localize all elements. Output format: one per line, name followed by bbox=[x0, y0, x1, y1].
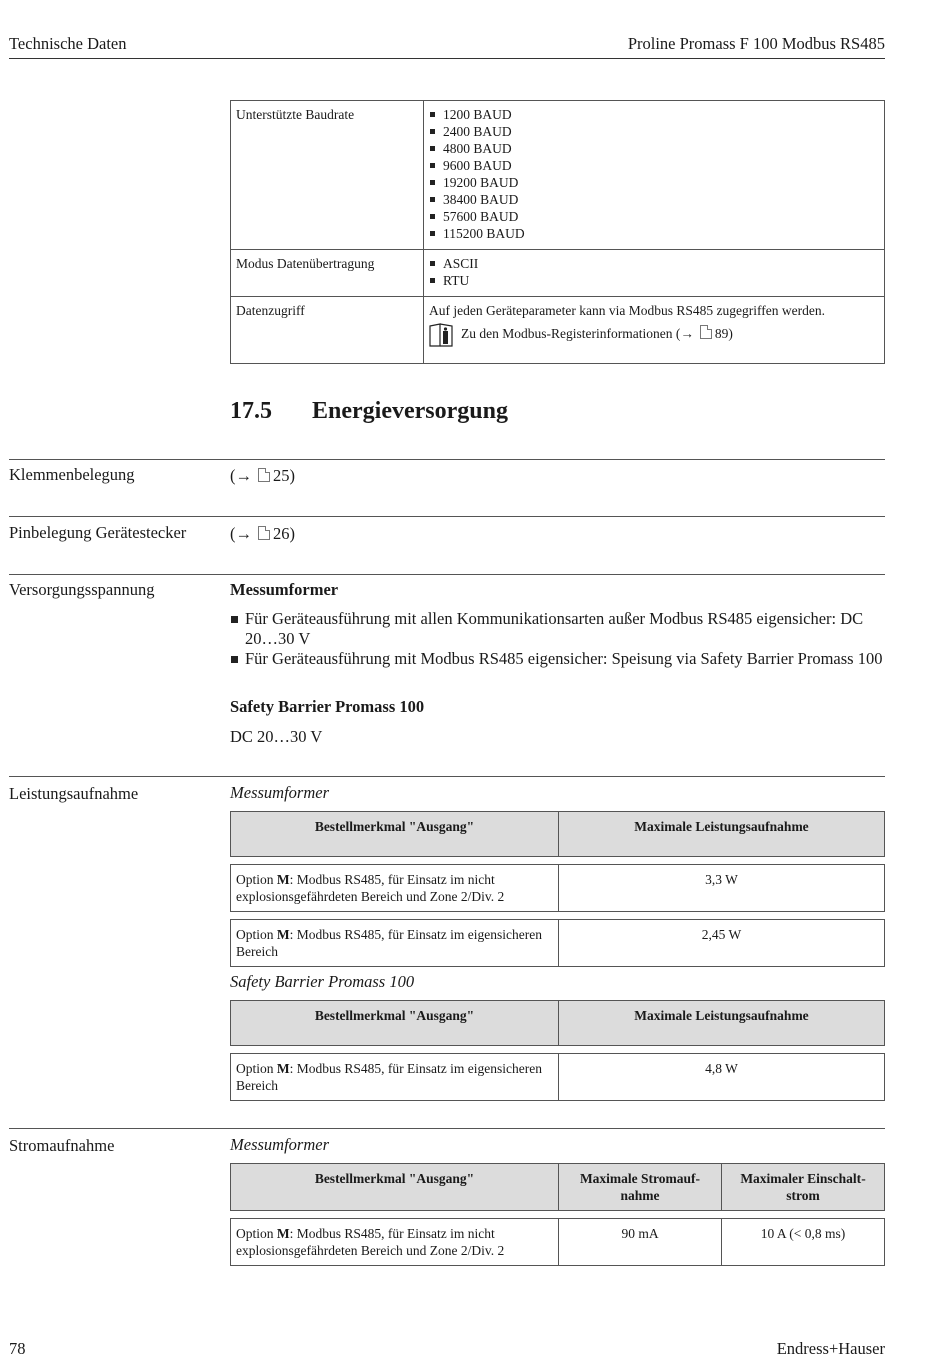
versorgung-list bbox=[230, 609, 885, 669]
pin-ref[interactable] bbox=[230, 524, 295, 544]
ref-page: 25) bbox=[273, 466, 295, 485]
register-note bbox=[429, 322, 879, 348]
pin-label: Pinbelegung Gerätestecker bbox=[9, 523, 187, 542]
table-header-row bbox=[231, 1164, 885, 1211]
option-cell bbox=[231, 1219, 559, 1266]
option-code: M bbox=[276, 1226, 290, 1241]
versorgung-label: Versorgungsspannung bbox=[9, 580, 155, 599]
register-note-page: 89) bbox=[714, 326, 733, 342]
option-prefix: Option bbox=[236, 1061, 277, 1076]
running-header-left: Technische Daten bbox=[9, 34, 127, 53]
column-header: Bestellmerkmal "Ausgang" bbox=[231, 812, 559, 857]
table-row bbox=[231, 1219, 885, 1266]
section-heading bbox=[230, 398, 508, 425]
column-header: Maximale Stromaufnahme bbox=[559, 1164, 722, 1211]
row-value bbox=[424, 101, 885, 250]
register-note-text: Zu den Modbus-Registerinformationen (→ bbox=[461, 326, 694, 342]
option-prefix: Option bbox=[236, 872, 277, 887]
list-item: 38400 BAUD bbox=[429, 191, 879, 208]
klemmen-ref[interactable] bbox=[230, 466, 295, 486]
list-item: 9600 BAUD bbox=[429, 157, 879, 174]
divider bbox=[9, 516, 885, 517]
communication-table bbox=[230, 100, 885, 364]
footer-brand: Endress+Hauser bbox=[776, 1339, 885, 1358]
value-cell: 10 A (< 0,8 ms) bbox=[722, 1219, 885, 1266]
table-header-row bbox=[231, 1001, 885, 1046]
list-item: Für Geräteausführung mit Modbus RS485 eigensicher: Speisung via Safety Barrier Promass 100 bbox=[230, 649, 885, 669]
safety-barrier-heading: Safety Barrier Promass 100 bbox=[230, 697, 425, 716]
running-header-right: Proline Promass F 100 Modbus RS485 bbox=[627, 34, 885, 53]
divider bbox=[9, 1128, 885, 1129]
row-label: Unterstützte Baudrate bbox=[231, 101, 424, 250]
list-item: ASCII bbox=[429, 255, 879, 272]
table-header-row bbox=[231, 812, 885, 857]
option-prefix: Option bbox=[236, 1226, 277, 1241]
option-desc: : Modbus RS485, für Einsatz im eigensicheren Bereich bbox=[236, 1061, 542, 1093]
divider bbox=[9, 776, 885, 777]
section-title: Energieversorgung bbox=[312, 398, 508, 424]
versorgung-heading: Messumformer bbox=[230, 580, 339, 599]
table-row bbox=[231, 250, 885, 297]
leistung-sub1: Messumformer bbox=[230, 783, 329, 802]
leistung-sub2: Safety Barrier Promass 100 bbox=[230, 972, 415, 991]
strom-sub1: Messumformer bbox=[230, 1135, 329, 1154]
option-code: M bbox=[276, 1061, 290, 1076]
list-item: 2400 BAUD bbox=[429, 123, 879, 140]
divider bbox=[9, 574, 885, 575]
mode-list bbox=[429, 255, 879, 289]
klemmen-label: Klemmenbelegung bbox=[9, 465, 135, 484]
safety-barrier-value: DC 20…30 V bbox=[230, 727, 323, 746]
row-label: Modus Datenübertragung bbox=[231, 250, 424, 297]
table-row bbox=[231, 101, 885, 250]
option-desc: : Modbus RS485, für Einsatz im nicht explosionsgefährdeten Bereich und Zone 2/Div. 2 bbox=[236, 872, 505, 904]
page-ref-icon bbox=[258, 526, 270, 540]
table-row bbox=[231, 865, 885, 912]
ref-arrow: (→ bbox=[230, 524, 252, 543]
option-desc: : Modbus RS485, für Einsatz im nicht explosionsgefährdeten Bereich und Zone 2/Div. 2 bbox=[236, 1226, 505, 1258]
value-cell: 2,45 W bbox=[559, 920, 885, 967]
page-number: 78 bbox=[9, 1339, 26, 1358]
list-item: 19200 BAUD bbox=[429, 174, 879, 191]
option-cell bbox=[231, 920, 559, 967]
leistung-table-2 bbox=[230, 1000, 885, 1101]
column-header: Bestellmerkmal "Ausgang" bbox=[231, 1164, 559, 1211]
option-prefix: Option bbox=[236, 927, 277, 942]
column-header: Maximale Leistungsaufnahme bbox=[559, 812, 885, 857]
row-value bbox=[424, 297, 885, 364]
table-row bbox=[231, 297, 885, 364]
column-header: Bestellmerkmal "Ausgang" bbox=[231, 1001, 559, 1046]
table-row bbox=[231, 920, 885, 967]
strom-label: Stromaufnahme bbox=[9, 1136, 115, 1155]
table-row bbox=[231, 1054, 885, 1101]
page-ref-icon bbox=[258, 468, 270, 482]
book-info-icon bbox=[429, 322, 453, 348]
leistung-table-1 bbox=[230, 811, 885, 967]
list-item: 115200 BAUD bbox=[429, 225, 879, 242]
value-cell: 4,8 W bbox=[559, 1054, 885, 1101]
list-item: 1200 BAUD bbox=[429, 106, 879, 123]
column-header: Maximale Leistungsaufnahme bbox=[559, 1001, 885, 1046]
value-cell: 3,3 W bbox=[559, 865, 885, 912]
list-item: Für Geräteausführung mit allen Kommunikationsarten außer Modbus RS485 eigensicher: DC 20…30 V bbox=[230, 609, 885, 649]
divider bbox=[9, 459, 885, 460]
data-access-text: Auf jeden Geräteparameter kann via Modbus RS485 zugegriffen werden. bbox=[429, 303, 825, 318]
option-cell bbox=[231, 865, 559, 912]
option-code: M bbox=[276, 872, 290, 887]
baudrate-list bbox=[429, 106, 879, 242]
header-rule bbox=[9, 58, 885, 59]
option-cell bbox=[231, 1054, 559, 1101]
option-desc: : Modbus RS485, für Einsatz im eigensicheren Bereich bbox=[236, 927, 542, 959]
column-header: Maximaler Einschaltstrom bbox=[722, 1164, 885, 1211]
row-value bbox=[424, 250, 885, 297]
row-label: Datenzugriff bbox=[231, 297, 424, 364]
list-item: 57600 BAUD bbox=[429, 208, 879, 225]
ref-page: 26) bbox=[273, 524, 295, 543]
leistung-label: Leistungsaufnahme bbox=[9, 784, 139, 803]
ref-arrow: (→ bbox=[230, 466, 252, 485]
list-item: RTU bbox=[429, 272, 879, 289]
page-ref-icon bbox=[700, 325, 712, 339]
section-number: 17.5 bbox=[230, 398, 272, 424]
option-code: M bbox=[276, 927, 290, 942]
strom-table bbox=[230, 1163, 885, 1266]
list-item: 4800 BAUD bbox=[429, 140, 879, 157]
value-cell: 90 mA bbox=[559, 1219, 722, 1266]
